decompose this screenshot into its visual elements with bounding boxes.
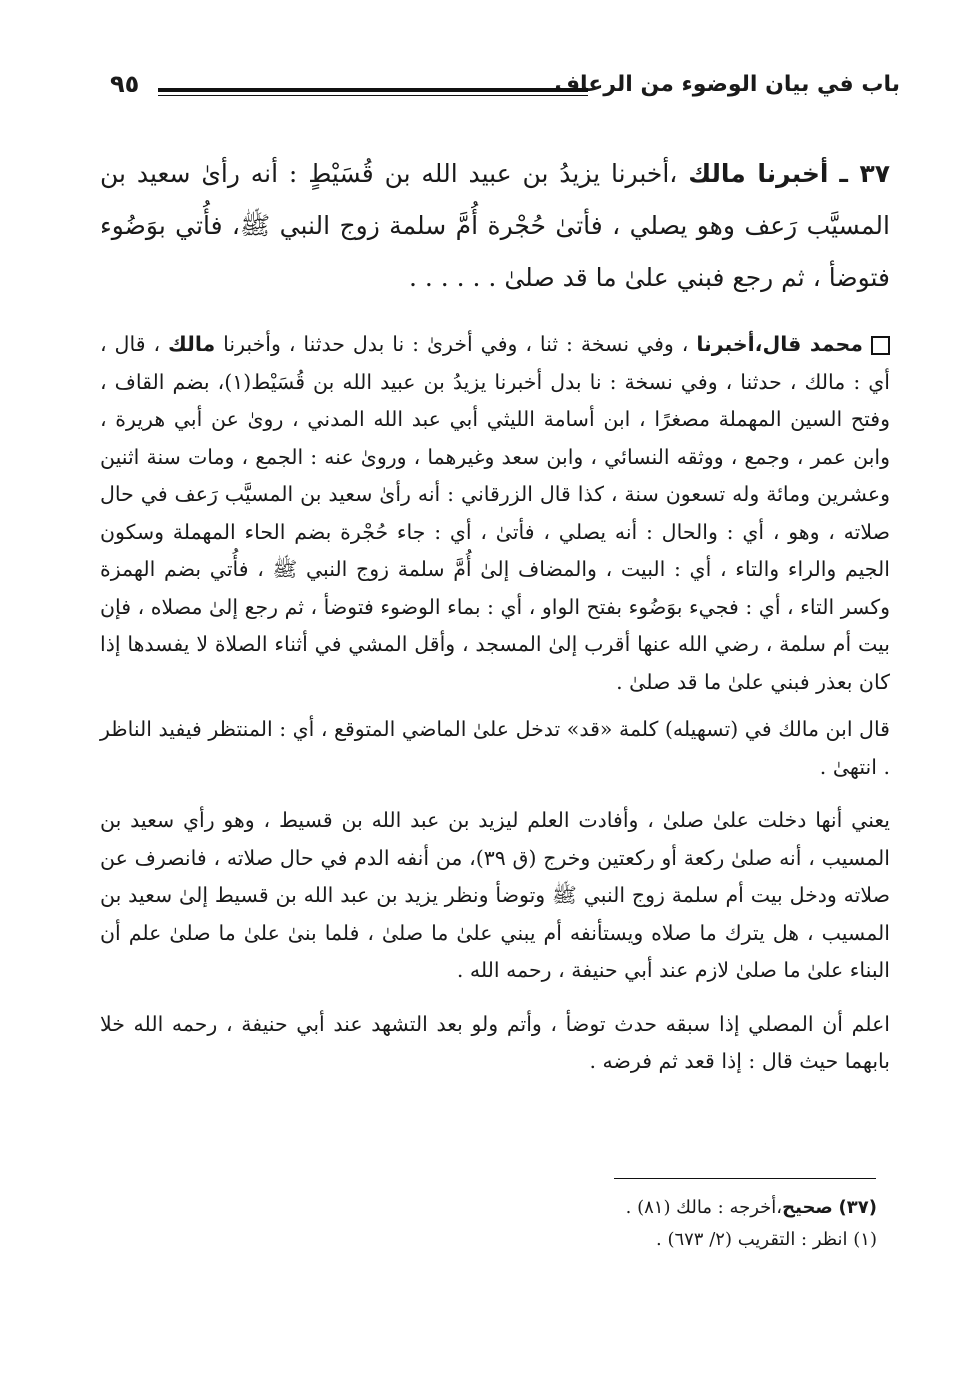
commentary-p1-part2: ، قال ، أي : مالك ، حدثنا ، وفي نسخة : نا بدل أخبرنا يزيدُ بن عبيد الله بن قُسَيْط(١)، بضم القاف ، وفتح السين المهملة مصغرًا ، ابن أسامة الليثي أبي عبد الله المدني ، روىٰ عن أبي هريرة ، وابن عمر ، وجمع ، ووثقه النسائي ، وابن سعد وغيرهما ، وروىٰ عنه : الجمع ، ومات سنة اثنين وعشرين ومائة وله تسعون سنة ، كذا قال الزرقاني : أنه رأىٰ سعيد بن المسيَّب رَعف في حال صلاته ، وهو ، أي : والحال : أنه يصلي ، فأتىٰ ، أي : جاء حُجْرة بضم الحاء المهملة وسكون الجيم والراء والتاء ، أي : البيت ، والمضاف إلىٰ أُمَّ سلمة زوج النبي ﷺ ، فأُتي بضم الهمزة وكسر التاء ، أي : فجيء بوَضُوء بفتح الواو ، أي : بماء الوضوء فتوضأ ، ثم رجع إلىٰ مصلاه ، فإن بيت أم سلمة ، رضي الله عنها أقرب إلىٰ المسجد ، وأقل المشي في أثناء الصلاة لا يفسدها إذا كان بعذر فبني علىٰ ما قد صلىٰ .: [100, 332, 891, 694]
footnote-rule: [614, 1178, 876, 1179]
commentary-paragraph-2: قال ابن مالك في (تسهيله) كلمة «قد» تدخل علىٰ الماضي المتوقع ، أي : المنتظر فيفيد الناظر . انتهىٰ .: [100, 717, 890, 779]
footnote-1-number: (٣٧): [838, 1197, 877, 1218]
hadith-text: [100, 148, 890, 304]
hadith-lead: أخبرنا مالك: [688, 159, 829, 188]
hadith-number: ٣٧ ـ: [839, 159, 891, 188]
hadith-body: ،أخبرنا يزيدُ بن عبيد الله بن قُسَيْطٍ : أنه رأىٰ سعيد بن المسيَّب رَعف وهو يصلي ، فأتىٰ حُجْرة أُمَّ سلمة زوج النبي ﷺ، فأُتي بوَضُوء فتوضأ ، ثم رجع فبني علىٰ ما قد صلىٰ . . . . . .: [100, 159, 890, 292]
footnote-1-text: ،أخرجه : مالك (٨١) .: [625, 1197, 783, 1218]
commentary-p1-part1: ، وفي نسخة : ثنا ، وفي أخرىٰ : نا بدل حدثنا ، وأخبرنا: [223, 332, 689, 356]
footnotes: [377, 1192, 877, 1256]
commentary-paragraph-1: [100, 326, 890, 701]
footnote-1: [377, 1192, 877, 1224]
commentary-paragraph-4: اعلم أن المصلي إذا سبقه حدث توضأ ، وأتم ولو بعد التشهد عند أبي حنيفة ، رحمه الله خلا بابهما حيث قال : إذا قعد ثم فرضه .: [100, 1011, 890, 1073]
page-number: ٩٥: [110, 70, 140, 98]
header-rule-thick: [158, 88, 588, 92]
commentary-paragraph-3: يعني أنها دخلت علىٰ صلىٰ ، وأفادت العلم ليزيد بن عبد الله بن قسيط ، وهو رأي سعيد بن المسيب ، أنه صلىٰ ركعة أو ركعتين وخرج (ق ٣٩)، من أنفه الدم في حال صلاته ، فانصرف عن صلاته ودخل بيت أم سلمة زوج النبي ﷺ وتوضأ ونظر يزيد بن عبد الله بن قسيط إلىٰ سعيد بن المسيب ، هل يترك ما صلاه ويستأنفه أم يبني علىٰ ما صلىٰ ، فلما بنىٰ علىٰ ما صلىٰ علم أن البناء علىٰ ما صلىٰ لازم عند أبي حنيفة ، رحمه الله .: [100, 808, 890, 982]
main-content: [100, 148, 890, 1097]
header-rule-thin: [158, 95, 588, 96]
commentary-malik: مالك: [168, 332, 216, 356]
footnote-1-grade: صحيح: [782, 1197, 833, 1218]
footnote-2: (١) انظر : التقريب (٢/ ٦٧٣) .: [656, 1229, 877, 1250]
square-marker-icon: [871, 336, 890, 355]
commentary-lead: محمد قال،أخبرنا: [696, 332, 863, 356]
page-header: [110, 70, 900, 114]
chapter-title: باب في بيان الوضوء من الرعاف: [554, 72, 900, 97]
